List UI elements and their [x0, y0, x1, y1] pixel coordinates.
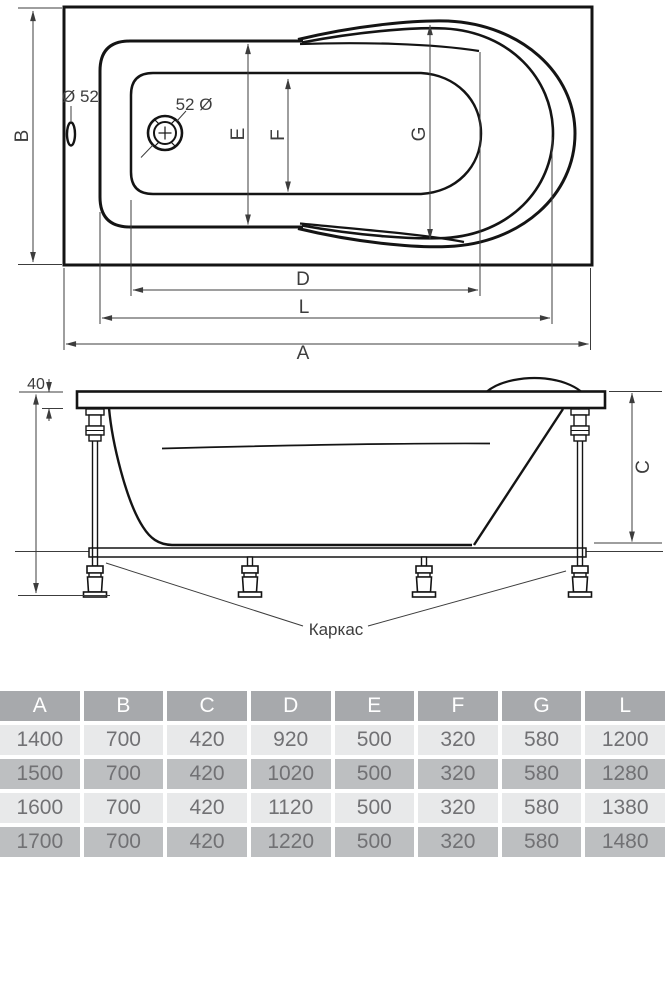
table-cell: 1500: [0, 759, 80, 789]
frame-strut-left: [86, 409, 104, 557]
adjustable-foot: [239, 557, 262, 597]
table-cell: 320: [418, 725, 498, 755]
adjustable-foot: [413, 557, 436, 597]
table-cell: 580: [502, 827, 582, 857]
table-header-cell: D: [251, 691, 331, 721]
adjustable-foot: [84, 557, 107, 597]
table-cell: 1020: [251, 759, 331, 789]
side-view-dimension-lines: [18, 379, 662, 626]
table-header-cell: C: [167, 691, 247, 721]
table-header-cell: L: [585, 691, 665, 721]
dim-label-g: G: [409, 126, 431, 142]
table-cell: 1200: [585, 725, 665, 755]
table-cell: 1280: [585, 759, 665, 789]
tub-shell-left-bottom: [109, 408, 472, 545]
ledge-line-bottom: [300, 224, 464, 243]
dim-label-d: D: [296, 269, 310, 290]
headrest-outer-curve: [298, 21, 575, 247]
dim-label-l: L: [298, 297, 310, 318]
table-cell: 580: [502, 725, 582, 755]
frame: [84, 409, 592, 597]
dim-label-c: C: [633, 460, 655, 474]
rim-height-label: 40: [27, 376, 45, 393]
table-cell: 320: [418, 827, 498, 857]
ledge-line-top: [300, 43, 479, 51]
tub-inner-edge-line: [162, 443, 490, 448]
table-cell: 1120: [251, 793, 331, 823]
drain-diameter-label: 52 Ø: [175, 95, 213, 114]
dim-label-e: E: [228, 127, 250, 141]
overflow-symbol: [67, 123, 75, 146]
table-cell: 1380: [585, 793, 665, 823]
table-cell: 420: [167, 793, 247, 823]
table-cell: 700: [84, 793, 164, 823]
dim-label-a: A: [296, 343, 310, 364]
dimensions-table: [0, 691, 665, 857]
table-cell: 1700: [0, 827, 80, 857]
headrest-profile: [487, 378, 581, 391]
tub-shell-right-wall: [474, 409, 563, 545]
table-cell: 420: [167, 725, 247, 755]
table-cell: 500: [335, 827, 415, 857]
table-cell: 580: [502, 793, 582, 823]
table-header-cell: E: [335, 691, 415, 721]
table-cell: 700: [84, 759, 164, 789]
table-cell: 420: [167, 827, 247, 857]
table-cell: 320: [418, 759, 498, 789]
overflow-diameter-label: Ø 52: [62, 87, 99, 106]
frame-bottom-rail: [89, 548, 586, 557]
table-cell: 700: [84, 827, 164, 857]
table-cell: 700: [84, 725, 164, 755]
side-view: [15, 376, 663, 639]
table-cell: 1400: [0, 725, 80, 755]
table-cell: 500: [335, 759, 415, 789]
table-cell: 500: [335, 725, 415, 755]
table-header-cell: A: [0, 691, 80, 721]
dim-label-b: B: [12, 129, 34, 143]
top-view: [12, 7, 592, 364]
table-header-cell: F: [418, 691, 498, 721]
table-cell: 1600: [0, 793, 80, 823]
adjustable-foot: [569, 557, 592, 597]
dim-label-f: F: [268, 129, 290, 141]
table-cell: 580: [502, 759, 582, 789]
table-cell: 500: [335, 793, 415, 823]
table-cell: 920: [251, 725, 331, 755]
frame-strut-right: [571, 409, 589, 557]
table-cell: 320: [418, 793, 498, 823]
table-cell: 1220: [251, 827, 331, 857]
table-cell: 1480: [585, 827, 665, 857]
table-cell: 420: [167, 759, 247, 789]
frame-label: Каркас: [308, 620, 364, 639]
table-header-cell: G: [502, 691, 582, 721]
rim-profile: [77, 392, 605, 409]
table-header-cell: B: [84, 691, 164, 721]
